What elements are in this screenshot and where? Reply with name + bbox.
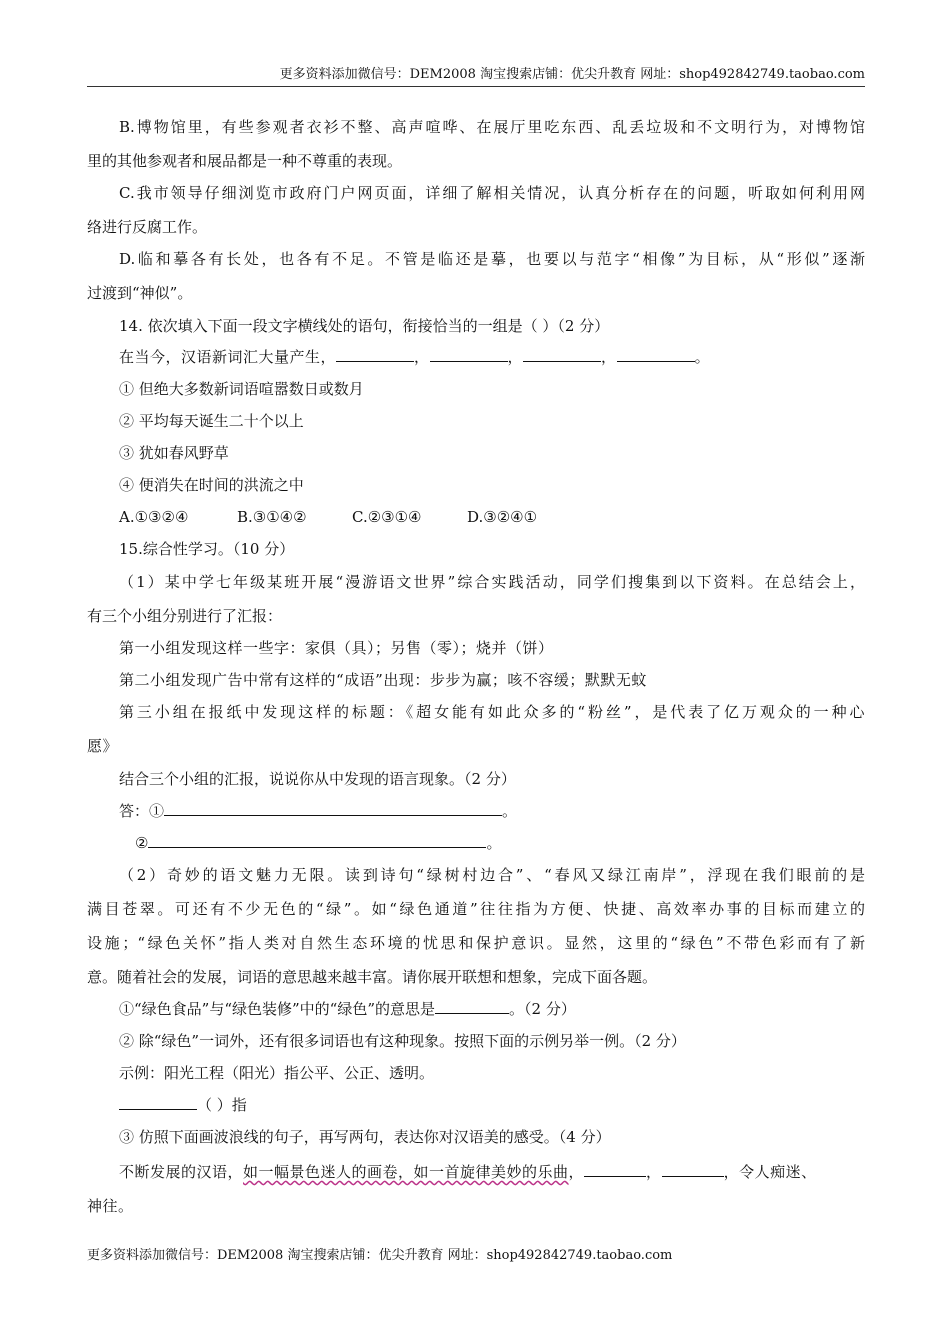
- q13-option-c-line2: 络进行反腐工作。: [87, 218, 208, 236]
- q14-item-4: ④ 便消失在时间的洪流之中: [119, 476, 304, 494]
- q14-item-1: ① 但绝大多数新词语喧嚣数日或数月: [119, 380, 364, 398]
- q13-option-b-line2: 里的其他参观者和展品都是一种不尊重的表现。: [87, 152, 403, 170]
- sub3-blank-1[interactable]: [584, 1161, 646, 1177]
- q14-options: [119, 506, 537, 528]
- q14-blank-2[interactable]: [430, 346, 508, 362]
- q15-part2-line3: 设施；“绿色关怀”指人类对自然生态环境的忧思和保护意识。显然，这里的“绿色”不带色彩而有了新: [87, 934, 865, 952]
- sub1-text: ①“绿色食品”与“绿色装修”中的“绿色”的意思是: [119, 1000, 436, 1018]
- q15-answer-2: [135, 832, 501, 854]
- q15-title: 15.综合性学习。（10 分）: [119, 540, 295, 558]
- answer-label-1: 答：①: [119, 802, 165, 820]
- q15-group3-report-line2: 愿》: [87, 737, 119, 755]
- q14-option-d: D.③②④①: [467, 508, 538, 526]
- q15-example: 示例：阳光工程（阳光）指公平、公正、透明。: [119, 1064, 435, 1082]
- q15-sub3-line2: 神往。: [87, 1197, 134, 1215]
- q15-part2-line2: 满目苍翠。可还有不少无色的“绿”。如“绿色通道”往往指为方便、快捷、高效率办事的目标而建立的: [87, 900, 865, 918]
- q15-group2-report: 第二小组发现广告中常有这样的“成语”出现：步步为赢；咳不容缓；默默无蚊: [119, 671, 647, 689]
- q14-passage-start: 在当今，汉语新词汇大量产生，: [119, 348, 337, 366]
- q14-passage: [119, 346, 710, 368]
- sub3-sep-1: ，: [568, 1163, 585, 1181]
- q14-sep-2: ，: [507, 348, 524, 366]
- q13-option-b-line1: B.博物馆里，有些参观者衣衫不整、高声喧哗、在展厅里吃东西、乱丢垃圾和不文明行为，对博物馆: [119, 118, 865, 136]
- q14-option-a: A.①③②④: [119, 508, 189, 526]
- q15-question-1: 结合三个小组的汇报，说说你从中发现的语言现象。（2 分）: [119, 770, 516, 788]
- q14-blank-1[interactable]: [336, 346, 414, 362]
- answer-blank-2[interactable]: [148, 832, 486, 848]
- q14-sep-1: ，: [414, 348, 430, 366]
- sub3-blank-2[interactable]: [662, 1161, 724, 1177]
- q15-part2-line1: （2）奇妙的语文魅力无限。读到诗句“绿树村边合”、“春风又绿江南岸”，浮现在我们眼前的是: [119, 866, 865, 884]
- q14-sep-3: ，: [601, 348, 617, 366]
- answer-period-2: 。: [486, 834, 502, 852]
- sub1-score: 。（2 分）: [509, 1000, 576, 1018]
- sub1-blank[interactable]: [435, 998, 509, 1014]
- q14-option-b: B.③①④②: [237, 508, 307, 526]
- sub3-pre: 不断发展的汉语，: [119, 1163, 244, 1181]
- q14-item-3: ③ 犹如春风野草: [119, 444, 229, 462]
- sub3-sep-2: ，: [646, 1163, 662, 1181]
- q15-sub1: [119, 998, 576, 1020]
- sub3-post: ，令人痴迷、: [723, 1163, 817, 1181]
- q15-part2-line4: 意。随着社会的发展，词语的意思越来越丰富。请你展开联想和想象，完成下面各题。: [87, 968, 658, 986]
- q14-blank-4[interactable]: [617, 346, 695, 362]
- q13-option-d-line2: 过渡到“神似”。: [87, 284, 193, 302]
- q14-blank-3[interactable]: [523, 346, 601, 362]
- answer-period-1: 。: [502, 802, 518, 820]
- q15-answer-1: [119, 800, 517, 822]
- q13-option-d-line1: D.临和摹各有长处，也各有不足。不管是临还是摹，也要以与范字“相像”为目标，从“形似”逐渐: [119, 250, 865, 268]
- sub2-fill-text: （ ）指: [197, 1096, 247, 1114]
- answer-label-2: ②: [135, 834, 149, 852]
- answer-blank-1[interactable]: [164, 800, 502, 816]
- q15-sub2: ② 除“绿色”一词外，还有很多词语也有这种现象。按照下面的示例另举一例。（2 分）: [119, 1032, 686, 1050]
- page-header: 更多资料添加微信号：DEM2008 淘宝搜索店铺：优尖升教育 网址：shop492842749.taobao.com: [87, 64, 865, 87]
- q15-sub2-fill: [119, 1094, 247, 1116]
- q13-option-c-line1: C.我市领导仔细浏览市政府门户网页面，详细了解相关情况，认真分析存在的问题，听取如何利用网: [119, 184, 865, 202]
- q14-end: 。: [694, 348, 711, 366]
- page-footer: 更多资料添加微信号：DEM2008 淘宝搜索店铺：优尖升教育 网址：shop492842749.taobao.com: [87, 1248, 673, 1263]
- q15-sub3-sentence: [119, 1161, 817, 1183]
- q14-option-c: C.②③①④: [352, 508, 422, 526]
- q14-stem: 14. 依次填入下面一段文字横线处的语句，衔接恰当的一组是（ ）（2 分）: [119, 317, 610, 335]
- q15-part1-line2: 有三个小组分别进行了汇报：: [87, 607, 283, 625]
- q15-part1-line1: （1）某中学七年级某班开展“漫游语文世界”综合实践活动，同学们搜集到以下资料。在总结会上，: [119, 573, 865, 591]
- q15-group3-report-line1: 第三小组在报纸中发现这样的标题：《超女能有如此众多的“粉丝”，是代表了亿万观众的一种心: [119, 703, 865, 721]
- sub3-wavy-text: 如一幅景色迷人的画卷，如一首旋律美妙的乐曲: [243, 1163, 569, 1181]
- q15-sub3: ③ 仿照下面画波浪线的句子，再写两句，表达你对汉语美的感受。（4 分）: [119, 1128, 611, 1146]
- q14-item-2: ② 平均每天诞生二十个以上: [119, 412, 304, 430]
- q15-group1-report: 第一小组发现这样一些字：家俱（具）；另售（零）；烧并（饼）: [119, 639, 554, 657]
- sub2-blank[interactable]: [119, 1094, 197, 1110]
